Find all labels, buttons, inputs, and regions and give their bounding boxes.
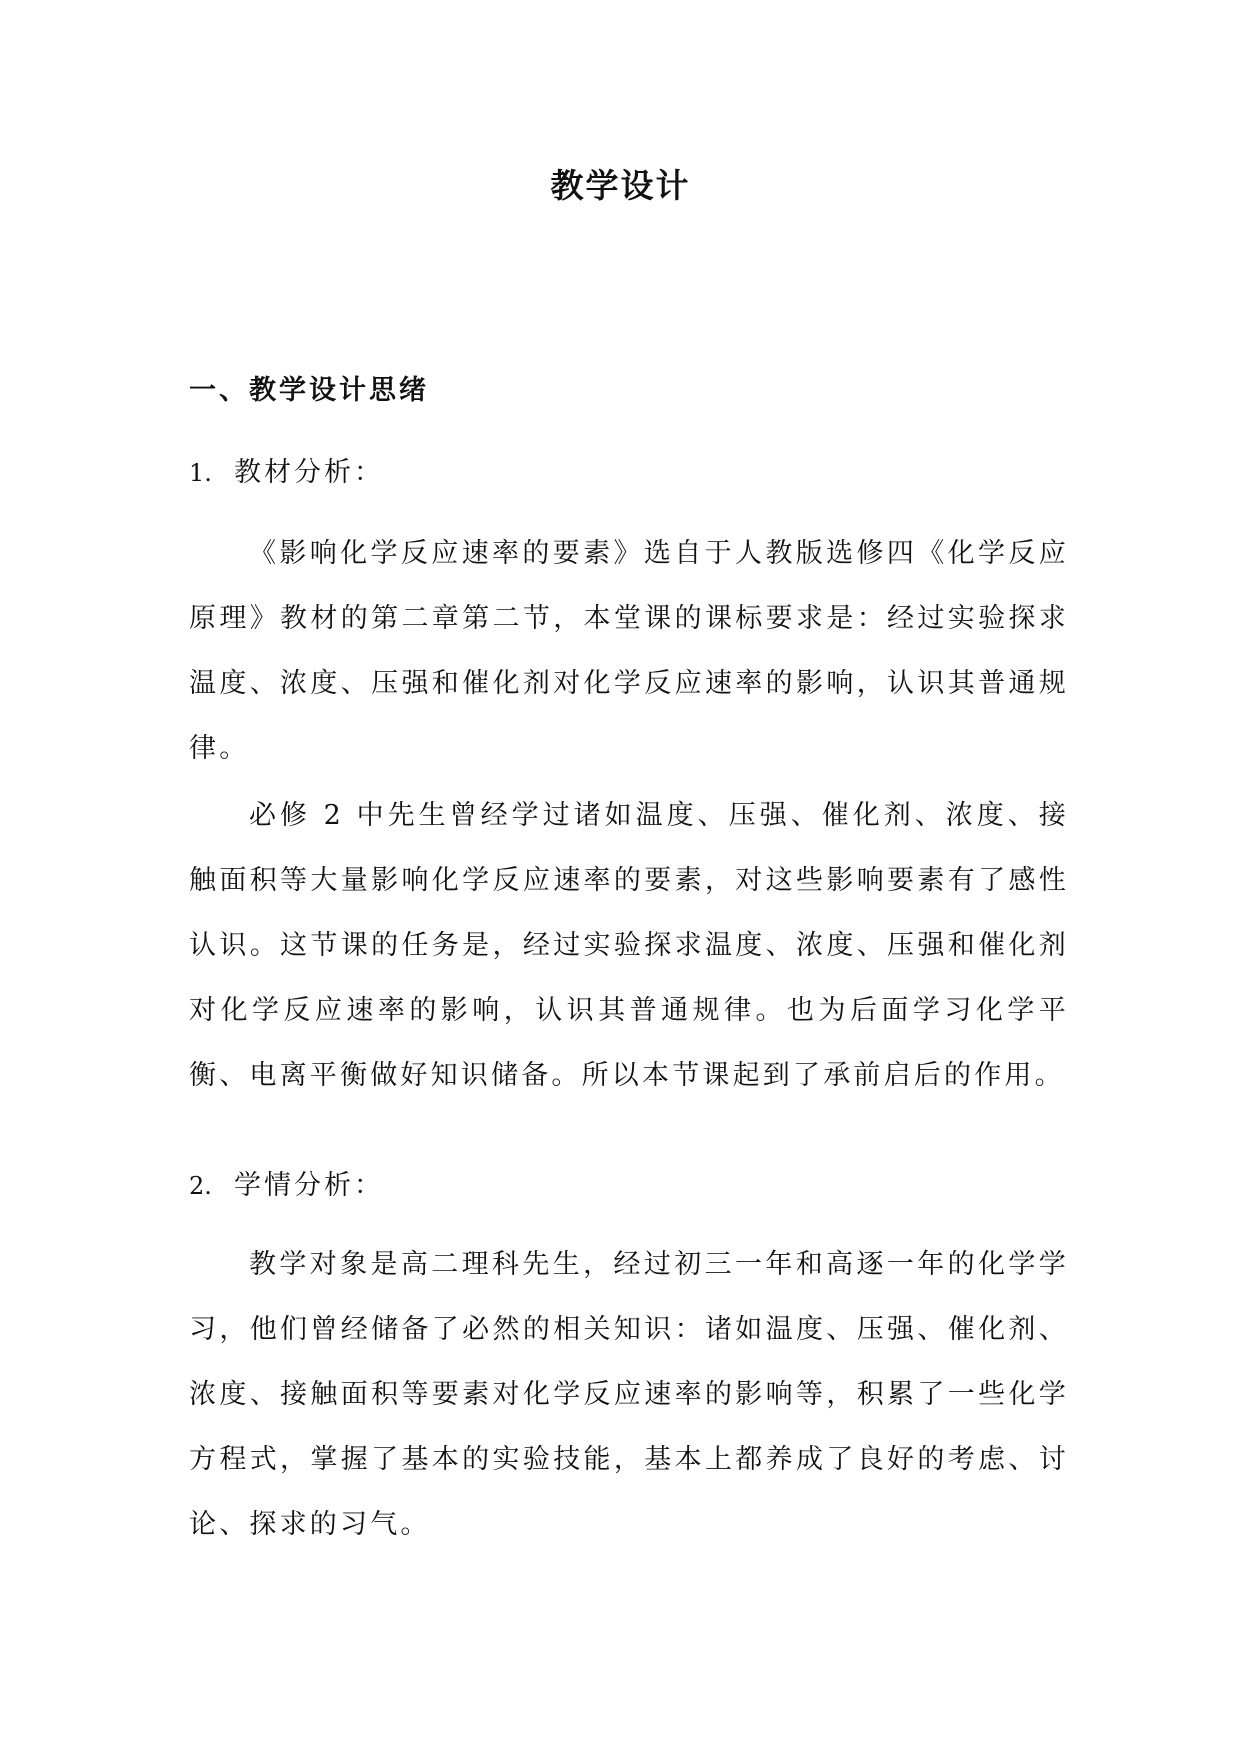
paragraph: 教学对象是高二理科先生，经过初三一年和高逐一年的化学学习，他们曾经储备了必然的相关知识：诸如温度、压强、催化剂、浓度、接触面积等要素对化学反应速率的影响等，积累了一些化学方程式，掌握了基本的实验技能，基本上都养成了良好的考虑、讨论、探求的习气。 bbox=[189, 1249, 1069, 1540]
paragraph: 必修 2 中先生曾经学过诸如温度、压强、催化剂、浓度、接触面积等大量影响化学反应速率的要素，对这些影响要素有了感性认识。这节课的任务是，经过实验探求温度、浓度、压强和催化剂对化学反应速率的影响，认识其普通规律。也为后面学习化学平衡、电离平衡做好知识储备。所以本节课起到了承前启后的作用。 bbox=[189, 800, 1069, 1091]
subsection-number: 2. bbox=[189, 1172, 212, 1200]
document-title: 教学设计 bbox=[550, 166, 691, 205]
section-heading: 一、教学设计思绪 bbox=[189, 375, 429, 406]
paragraph: 《影响化学反应速率的要素》选自于人教版选修四《化学反应原理》教材的第二章第二节，本堂课的课标要求是：经过实验探求温度、浓度、压强和催化剂对化学反应速率的影响，认识其普通规律。 bbox=[189, 538, 1069, 764]
subsection-heading-student-analysis bbox=[189, 1163, 384, 1202]
subsection-title: 学情分析： bbox=[234, 1170, 384, 1201]
subsection-heading-textbook-analysis bbox=[189, 450, 384, 489]
subsection-number: 1. bbox=[189, 459, 212, 487]
subsection-title: 教材分析： bbox=[234, 457, 384, 488]
